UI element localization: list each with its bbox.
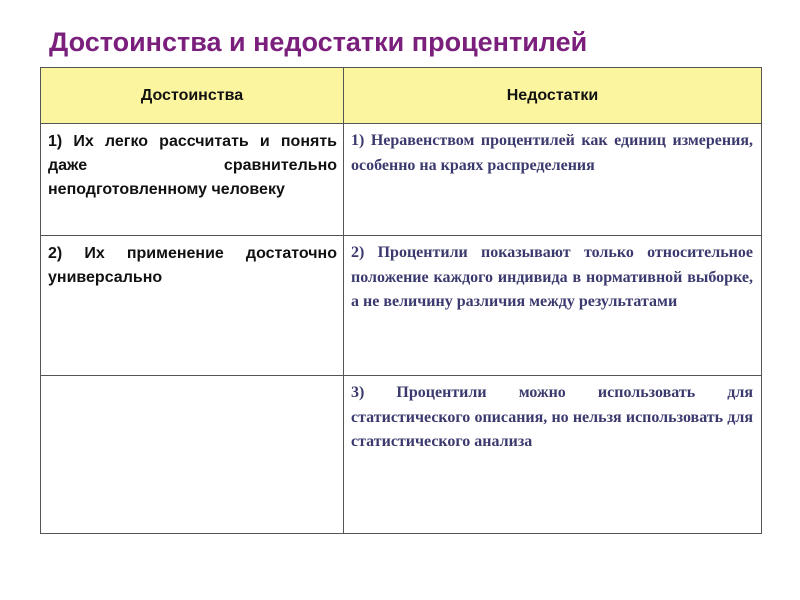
disadvantage-cell: [344, 124, 762, 236]
comparison-table: [40, 67, 762, 534]
page-title: Достоинства и недостатки процентилей: [49, 27, 588, 57]
advantage-cell-empty: [41, 376, 344, 534]
advantage-cell: [41, 124, 344, 236]
advantage-text: [41, 376, 343, 382]
header-disadvantages: Недостатки: [344, 68, 762, 124]
disadvantage-text: 1) Неравенством процентилей как единиц измерения, особенно на краях распределения: [351, 132, 753, 174]
table-row: [41, 376, 762, 534]
disadvantage-text: 3) Процентили можно использовать для статистического описания, но нельзя использовать для статистического анализа: [351, 384, 753, 450]
disadvantage-cell: [344, 376, 762, 534]
advantage-text: 1) Их легко рассчитать и понять даже сравнительно неподготовленному человеку: [48, 133, 337, 198]
table-header-row: [41, 68, 762, 124]
table-row: [41, 236, 762, 376]
table-row: [41, 124, 762, 236]
header-advantages: Достоинства: [41, 68, 344, 124]
advantage-text: 2) Их применение достаточно универсально: [48, 245, 337, 286]
disadvantage-cell: [344, 236, 762, 376]
advantage-cell: [41, 236, 344, 376]
disadvantage-text: 2) Процентили показывают только относительное положение каждого индивида в нормативной выборке, а не величину различия между результатами: [351, 244, 753, 310]
